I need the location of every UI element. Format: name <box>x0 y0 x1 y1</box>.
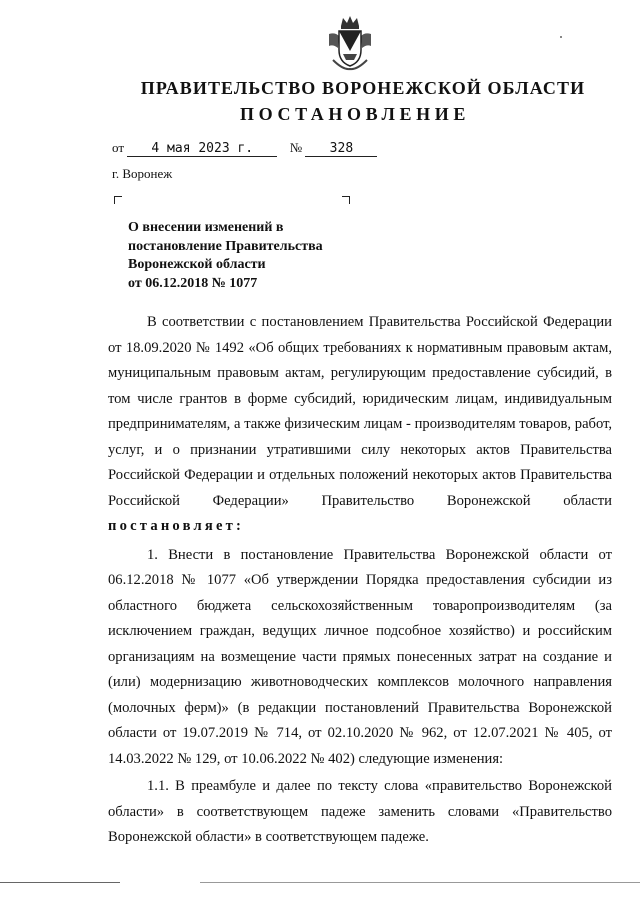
document-body <box>108 310 612 851</box>
scan-mark <box>560 36 562 38</box>
government-title: ПРАВИТЕЛЬСТВО ВОРОНЕЖСКОЙ ОБЛАСТИ <box>140 78 586 98</box>
date-prefix: от <box>112 140 125 155</box>
preamble-text: В соответствии с постановлением Правительства Российской Федерации от 18.09.2020 № 1492 «Об общих требованиях к нормативным правовым актам, муниципальным правовым актам, регулирующим предоставление субсидий, в том числе грантов в форме субсидий, юридическим лицам, индивидуальным предпринимателям, а также физическим лицам - производителям товаров, работ, услуг, и о признании утратившими силу некоторых актов Правительства Российской Федерации и отдельных положений некоторых актов Правительства Российской Федерации» Правительство Воронежской области <box>108 314 612 509</box>
document-date: 4 мая 2023 г. <box>127 141 277 157</box>
corner-mark-left <box>114 196 122 204</box>
document-number: 328 <box>305 141 377 157</box>
subject-line: от 06.12.2018 № 1077 <box>128 275 258 291</box>
subject-line: О внесении изменений в <box>128 220 284 235</box>
clause-1-1-paragraph: 1.1. В преамбуле и далее по тексту слова «правительство Воронежской области» в соответствующем падеже заменить словами «Правительство Воронежской области» в соответствующем падеже. <box>108 778 612 845</box>
number-prefix: № <box>289 140 303 155</box>
document-subject <box>128 219 368 293</box>
preamble-paragraph <box>108 310 612 540</box>
clause-1-paragraph: 1. Внести в постановление Правительства Воронежской области от 06.12.2018 № 1077 «Об утверждении Порядка предоставления субсидии из областного бюджета сельскохозяйственным товаропроизводителям (за исключением граждан, ведущих личное подсобное хозяйство) и российским организациям на возмещение части прямых понесенных затрат на создание и (или) модернизацию животноводческих комплексов молочного направления (молочных ферм)» (в редакции постановлений Правительства Воронежской области от 19.07.2019 № 714, от 02.10.2020 № 962, от 12.07.2021 № 405, от 14.03.2022 № 129, от 10.06.2022 № 402) следующие изменения: <box>108 546 612 767</box>
date-number-line <box>112 140 377 157</box>
subject-line: постановление Правительства <box>128 238 323 254</box>
subject-line: Воронежской области <box>128 257 266 272</box>
document-type: ПОСТАНОВЛЕНИЕ <box>240 104 470 124</box>
decree-keyword: постановляет: <box>108 518 245 534</box>
corner-mark-right <box>342 196 350 204</box>
city: г. Воронеж <box>112 166 173 181</box>
scan-bottom-edge <box>0 882 640 883</box>
voronezh-coat-of-arms-icon <box>327 14 373 72</box>
